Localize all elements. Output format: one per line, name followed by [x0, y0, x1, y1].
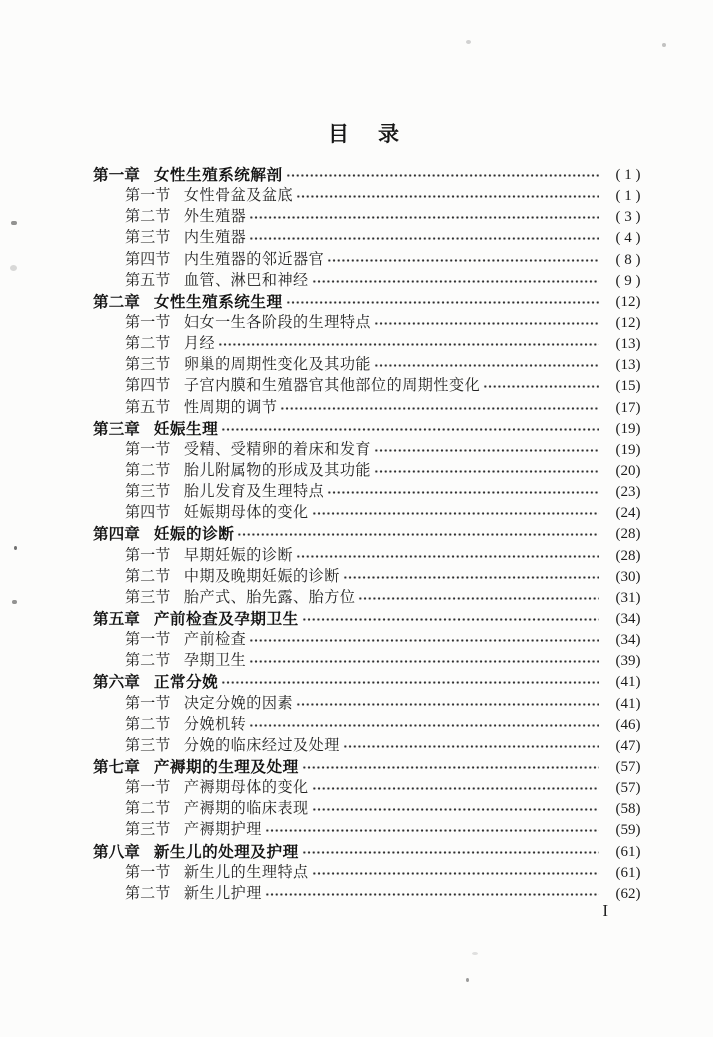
toc-row	[0, 503, 713, 524]
toc-row	[0, 228, 713, 249]
toc-entry-title: 早期妊娠的诊断	[183, 547, 294, 564]
toc-entry-title: 月经	[183, 336, 216, 353]
toc-entry-label: 第二节	[125, 568, 171, 585]
toc-entry-page: ( 9 )	[615, 272, 641, 289]
dot-leader-icon	[374, 461, 599, 482]
toc-entry-title: 外生殖器	[183, 209, 247, 226]
toc-row	[0, 482, 713, 503]
toc-row	[0, 271, 713, 292]
toc-entry-page: (15)	[615, 378, 641, 395]
toc-entry-label: 第二节	[125, 716, 171, 733]
toc-entry-title: 卵巢的周期性变化及其功能	[183, 357, 372, 374]
toc-row	[0, 672, 713, 693]
toc-entry-title: 新生儿护理	[183, 885, 262, 902]
toc-entry-page: (30)	[615, 568, 641, 585]
dot-leader-icon	[312, 778, 599, 799]
dot-leader-icon	[312, 271, 599, 292]
toc-entry-title: 妇女一生各阶段的生理特点	[183, 314, 372, 331]
toc-entry-title: 胎儿发育及生理特点	[183, 484, 325, 501]
dot-leader-icon	[286, 165, 599, 186]
toc-entry-label: 第一节	[125, 632, 171, 649]
toc-row	[0, 630, 713, 651]
scan-speck	[11, 221, 17, 225]
toc-row	[0, 165, 713, 186]
toc-entry-page: (41)	[615, 695, 641, 712]
toc-entry-label: 第三节	[125, 589, 171, 606]
dot-leader-icon	[296, 546, 599, 567]
dot-leader-icon	[358, 588, 599, 609]
scan-speck	[14, 546, 17, 550]
toc-row	[0, 736, 713, 757]
toc-entry-label: 第五节	[125, 399, 171, 416]
toc-entry-page: (12)	[615, 293, 641, 310]
toc-entry-page: (47)	[615, 737, 641, 754]
page-title: 目 录	[328, 122, 403, 146]
toc-entry-title: 决定分娩的因素	[183, 695, 294, 712]
toc-entry-page: (41)	[615, 674, 641, 691]
dot-leader-icon	[302, 842, 599, 863]
toc-entry-title: 内生殖器的邻近器官	[183, 251, 325, 268]
dot-leader-icon	[249, 630, 599, 651]
toc-entry-title: 性周期的调节	[183, 399, 278, 416]
dot-leader-icon	[302, 757, 599, 778]
toc-row	[0, 567, 713, 588]
toc-row	[0, 313, 713, 334]
toc-entry-label: 第二节	[125, 801, 171, 818]
dot-leader-icon	[265, 884, 599, 905]
toc-entry-page: (62)	[615, 885, 641, 902]
dot-leader-icon	[343, 736, 599, 757]
toc-entry-label: 第三节	[125, 230, 171, 247]
toc-row	[0, 694, 713, 715]
toc-row	[0, 376, 713, 397]
toc-entry-label: 第一章	[93, 167, 140, 184]
toc-entry-page: (19)	[615, 441, 641, 458]
toc-entry-page: (24)	[615, 505, 641, 522]
toc-entry-title: 产前检查	[183, 632, 247, 649]
toc-entry-label: 第五节	[125, 272, 171, 289]
dot-leader-icon	[374, 440, 599, 461]
toc-entry-label: 第七章	[93, 758, 140, 776]
toc-entry-page: (34)	[615, 610, 641, 627]
toc-row	[0, 609, 713, 630]
toc-entry-title: 中期及晚期妊娠的诊断	[183, 568, 340, 585]
toc-entry-title: 子宫内膜和生殖器官其他部位的周期性变化	[183, 378, 481, 395]
toc-entry-page: (57)	[615, 780, 641, 797]
toc-entry-title: 妊娠期母体的变化	[183, 505, 309, 522]
toc-entry-label: 第二节	[125, 209, 171, 226]
toc-entry-page: (20)	[615, 462, 641, 479]
toc-entry-page: (28)	[615, 547, 641, 564]
toc-entry-title: 胎儿附属物的形成及其功能	[183, 462, 372, 479]
toc-entry-label: 第三节	[125, 822, 171, 839]
toc-entry-page: ( 1 )	[615, 188, 641, 205]
toc-entry-title: 产褥期母体的变化	[183, 780, 309, 797]
dot-leader-icon	[221, 419, 599, 440]
toc-entry-label: 第四节	[125, 505, 171, 522]
toc-row	[0, 186, 713, 207]
dot-leader-icon	[249, 207, 599, 228]
toc-entry-label: 第二节	[125, 462, 171, 479]
toc-entry-label: 第二节	[125, 885, 171, 902]
dot-leader-icon	[296, 186, 599, 207]
dot-leader-icon	[312, 799, 599, 820]
toc-entry-page: ( 1 )	[615, 167, 641, 183]
toc-entry-page: ( 8 )	[615, 251, 641, 268]
toc-entry-label: 第一节	[125, 314, 171, 331]
toc-entry-label: 第一节	[125, 441, 171, 458]
toc-entry-title: 产褥期的临床表现	[183, 801, 309, 818]
toc-entry-page: (46)	[615, 716, 641, 733]
toc-entry-page: (57)	[615, 758, 641, 775]
dot-leader-icon	[374, 313, 599, 334]
scan-speck	[10, 265, 17, 271]
toc-entry-page: (58)	[615, 801, 641, 818]
dot-leader-icon	[249, 228, 599, 249]
toc-row	[0, 588, 713, 609]
toc-row	[0, 524, 713, 545]
dot-leader-icon	[327, 250, 599, 271]
toc-row	[0, 250, 713, 271]
toc-row	[0, 863, 713, 884]
toc-entry-title: 血管、淋巴和神经	[183, 272, 309, 289]
toc-entry-label: 第三节	[125, 484, 171, 501]
toc-entry-title: 分娩机转	[183, 716, 247, 733]
toc-row	[0, 419, 713, 440]
toc-entry-page: (23)	[615, 484, 641, 501]
scan-speck	[12, 600, 17, 604]
scan-speck	[662, 43, 666, 47]
dot-leader-icon	[218, 334, 599, 355]
toc-entry-title: 新生儿的处理及护理	[153, 843, 299, 861]
toc-entry-label: 第六章	[93, 674, 140, 692]
toc-row	[0, 715, 713, 736]
dot-leader-icon	[221, 672, 599, 693]
toc-entry-page: (61)	[615, 864, 641, 881]
toc-entry-label: 第八章	[93, 843, 140, 861]
toc-row	[0, 799, 713, 820]
toc-entry-label: 第四节	[125, 378, 171, 395]
toc-row	[0, 355, 713, 376]
dot-leader-icon	[237, 524, 599, 545]
toc-entry-title: 女性生殖系统解剖	[153, 167, 283, 184]
toc-entry-page: (17)	[615, 399, 641, 416]
toc-entry-label: 第一节	[125, 780, 171, 797]
dot-leader-icon	[374, 355, 599, 376]
dot-leader-icon	[483, 376, 599, 397]
scan-speck	[466, 978, 469, 982]
dot-leader-icon	[249, 651, 599, 672]
toc-entry-label: 第一节	[125, 188, 171, 205]
toc-entry-page: (61)	[615, 843, 641, 860]
toc-entry-label: 第二节	[125, 653, 171, 670]
toc-entry-title: 妊娠的诊断	[153, 526, 235, 544]
toc-entry-label: 第二节	[125, 336, 171, 353]
toc-entry-title: 分娩的临床经过及处理	[183, 737, 340, 754]
toc-row	[0, 820, 713, 841]
toc-entry-page: (13)	[615, 357, 641, 374]
footer-page-number: I	[602, 901, 608, 920]
dot-leader-icon	[312, 863, 599, 884]
toc-row	[0, 651, 713, 672]
dot-leader-icon	[327, 482, 599, 503]
toc-entry-page: (31)	[615, 589, 641, 606]
toc-entry-page: ( 3 )	[615, 209, 641, 226]
toc-row	[0, 207, 713, 228]
toc-entry-title: 受精、受精卵的着床和发育	[183, 441, 372, 458]
dot-leader-icon	[249, 715, 599, 736]
dot-leader-icon	[343, 567, 599, 588]
toc-entry-title: 女性生殖系统生理	[153, 293, 283, 311]
dot-leader-icon	[280, 398, 599, 419]
dot-leader-icon	[286, 292, 599, 313]
toc-entry-page: (34)	[615, 632, 641, 649]
toc-row	[0, 546, 713, 567]
toc-row	[0, 292, 713, 313]
toc-entry-label: 第五章	[93, 610, 140, 628]
dot-leader-icon	[296, 694, 599, 715]
toc-entry-label: 第三节	[125, 737, 171, 754]
toc-entry-page: (59)	[615, 822, 641, 839]
toc-entry-page: (39)	[615, 653, 641, 670]
toc-row	[0, 334, 713, 355]
toc-entry-label: 第四章	[93, 526, 140, 544]
toc-row	[0, 461, 713, 482]
toc-entry-title: 新生儿的生理特点	[183, 864, 309, 881]
toc-entry-label: 第四节	[125, 251, 171, 268]
toc-entry-label: 第一节	[125, 695, 171, 712]
toc-entry-page: (28)	[615, 526, 641, 543]
dot-leader-icon	[312, 503, 599, 524]
toc-entry-page: (13)	[615, 336, 641, 353]
scan-speck	[466, 40, 471, 44]
dot-leader-icon	[302, 609, 599, 630]
toc-entry-label: 第一节	[125, 547, 171, 564]
toc-row	[0, 440, 713, 461]
toc-entry-title: 产褥期护理	[183, 822, 262, 839]
toc-entry-page: (19)	[615, 420, 641, 437]
toc-entry-label: 第三节	[125, 357, 171, 374]
toc-entry-title: 妊娠生理	[153, 420, 219, 438]
toc-entry-label: 第二章	[93, 293, 140, 311]
toc-entry-title: 内生殖器	[183, 230, 247, 247]
toc-entry-label: 第三章	[93, 420, 140, 438]
toc-entry-page: ( 4 )	[615, 230, 641, 247]
toc-row	[0, 842, 713, 863]
dot-leader-icon	[265, 820, 599, 841]
toc-entry-label: 第一节	[125, 864, 171, 881]
toc-row	[0, 757, 713, 778]
toc-entry-title: 产前检查及孕期卫生	[153, 610, 299, 628]
toc-entry-title: 胎产式、胎先露、胎方位	[183, 589, 356, 606]
scan-speck	[472, 952, 478, 955]
toc-row	[0, 398, 713, 419]
toc-list	[0, 165, 713, 905]
toc-entry-title: 孕期卫生	[183, 653, 247, 670]
toc-entry-title: 女性骨盆及盆底	[183, 188, 294, 205]
toc-entry-title: 产褥期的生理及处理	[153, 758, 299, 776]
toc-entry-page: (12)	[615, 314, 641, 331]
toc-row	[0, 778, 713, 799]
toc-entry-title: 正常分娩	[153, 674, 219, 692]
